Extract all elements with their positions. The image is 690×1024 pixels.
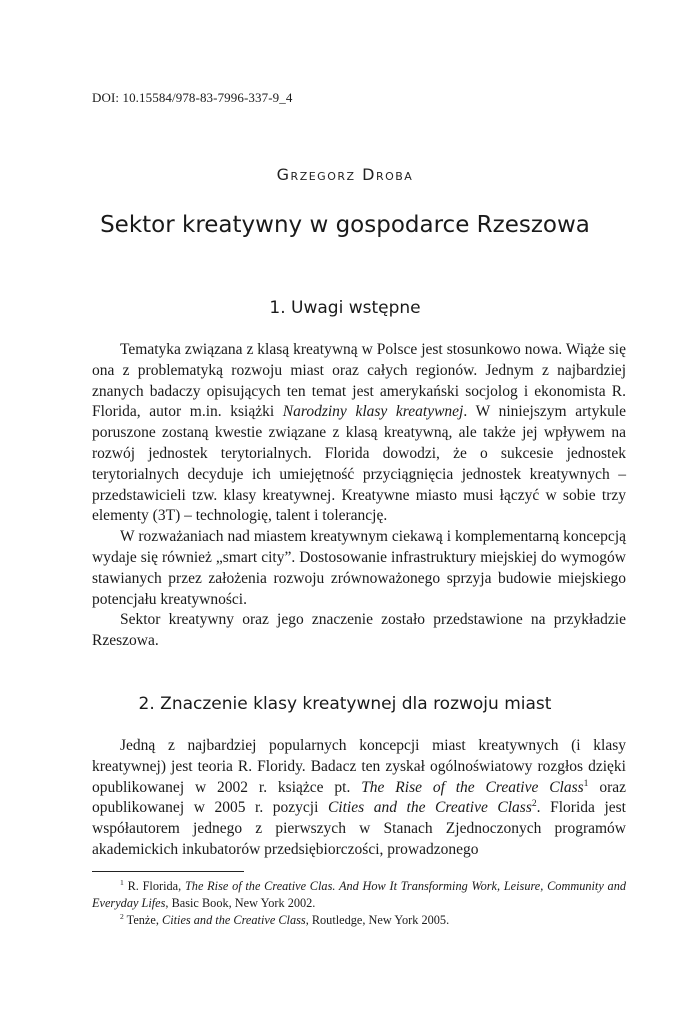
paragraph-text: Jedną z najbardziej popularnych koncepcji miast kreatywnych (i klasy kreatywnej) jest teoria R. Floridy. Badacz ten zyskał ogólnoświatowy rozgłos dzięki opublikowanej w 2002 r. książce pt. <box>92 737 626 796</box>
doi-line: DOI: 10.15584/978-83-7996-337-9_4 <box>92 90 293 105</box>
paragraph: Sektor kreatywny oraz jego znaczenie zostało przedstawione na przykładzie Rzeszowa. <box>92 611 626 650</box>
paragraph-text: oraz opublikowanej w 2005 r. pozycji <box>92 778 626 817</box>
footnote-number: 2 <box>120 911 124 921</box>
section-1-body <box>92 340 626 652</box>
footnote <box>92 912 626 929</box>
footnote-title-italic: Cities and the Creative Class <box>162 913 306 927</box>
footnote-ref[interactable]: 1 <box>583 777 589 789</box>
book-title-italic: The Rise of the Creative Class <box>361 778 584 796</box>
footnote-number: 1 <box>120 877 124 887</box>
footnote-text: , Basic Book, New York 2002. <box>165 896 316 910</box>
paragraph <box>92 340 626 527</box>
author-name: Grzegorz Droba <box>276 165 414 184</box>
footnote-text: Tenże, <box>123 913 162 927</box>
footnotes <box>92 878 626 929</box>
footnote-text: R. Florida, <box>123 879 185 893</box>
paragraph-text: Tematyka związana z klasą kreatywną w Polsce jest stosunkowo nowa. Wiąże się ona z problematyką rozwoju miast oraz całych regionów. Jednym z najbardziej znanych badaczy opisujących ten temat jest amerykański socjolog i ekonomista R. Florida, autor m.in. książki <box>92 341 626 421</box>
section-2-body <box>92 736 626 861</box>
paragraph: W rozważaniach nad miastem kreatywnym ciekawą i komplementarną koncepcją wydaje się również „smart city”. Dostosowanie infrastruktury miejskiej do wymogów stawianych przez założenia rozwoju zrównoważonego sprzyja budowie miejskiego potencjału kreatywności. <box>92 528 626 608</box>
footnote-ref[interactable]: 2 <box>531 798 537 810</box>
book-title-italic: Cities and the Creative Class <box>327 799 532 817</box>
paragraph <box>92 736 626 861</box>
paragraph-text: . W niniejszym artykule poruszone zostaną kwestie związane z klasą kreatywną, ale także jej wpływem na rozwój jednostek terytorialnych. Florida dowodzi, że o sukcesie jednostek terytorialnych decyduje ich umiejętność przyciągnięcia jednostek kreatywnych – przedstawicieli tzw. klasy kreatywnej. Kreatywne miasto musi łączyć w sobie trzy elementy (3T) – technologię, talent i tolerancję. <box>92 403 627 525</box>
book-title-italic: Narodziny klasy kreatywnej <box>282 403 464 421</box>
paragraph-text: . Florida jest współautorem jednego z pierwszych w Stanach Zjednoczonych programów akademickich inkubatorów przedsiębiorczości, prowadzonego <box>92 799 626 858</box>
footnote-title-italic: The Rise of the Creative Clas. And How It Transforming Work, Leisure, Community and Everyday Lifes <box>92 879 626 910</box>
article-title: Sektor kreatywny w gospodarce Rzeszowa <box>100 212 590 238</box>
footnote-divider <box>92 871 244 872</box>
footnote <box>92 878 626 912</box>
section-heading-2: 2. Znaczenie klasy kreatywnej dla rozwoju miast <box>138 694 552 714</box>
section-heading-1: 1. Uwagi wstępne <box>269 298 421 318</box>
footnote-text: , Routledge, New York 2005. <box>305 913 450 927</box>
